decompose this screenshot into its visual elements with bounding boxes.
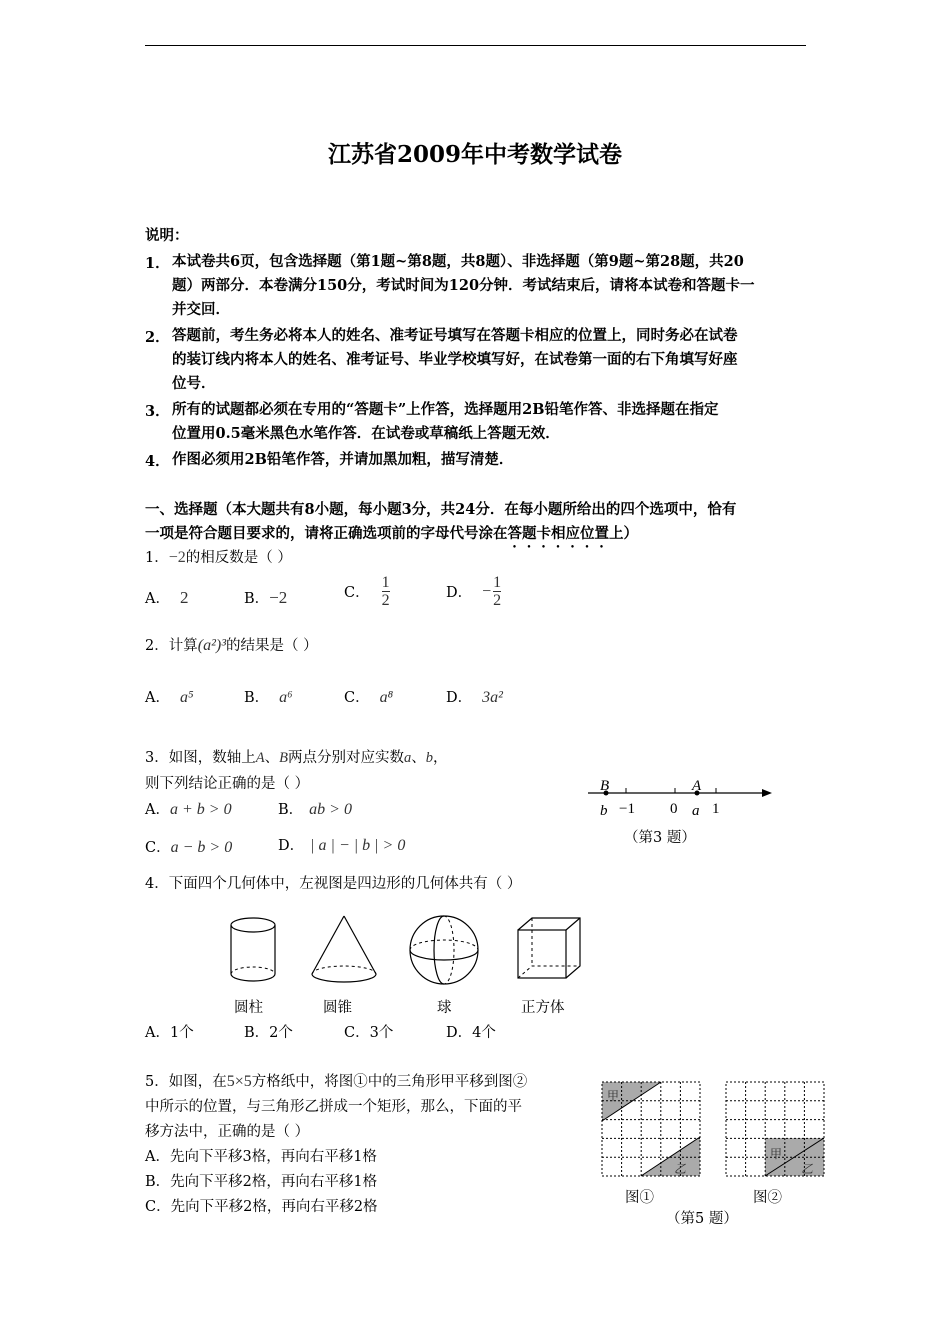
q5-option-a-label: A． — [145, 1149, 170, 1165]
q1-option-d-fraction — [493, 574, 501, 609]
section1-line-2-b: 上） — [609, 525, 638, 542]
q5-option-c[interactable] — [145, 1197, 378, 1217]
label-one: 1 — [712, 801, 720, 817]
q5-option-c-value: 先向下平移2格，再向右平移2格 — [170, 1199, 378, 1215]
instruction-1-line-2: 题）两部分．本卷满分150分，考试时间为120分钟．考试结束后，请将本试卷和答题卡一 — [172, 277, 755, 294]
q2-option-c-value: a⁸ — [379, 689, 394, 706]
q5-option-a[interactable] — [145, 1147, 377, 1167]
q3-point-a: A — [255, 750, 265, 766]
q3-option-a-label: A． — [145, 802, 170, 818]
q3-point-b: B — [279, 750, 288, 766]
q1-stem-math: −2 — [168, 549, 186, 566]
q5-option-a-value: 先向下平移3格，再向右平移1格 — [169, 1149, 377, 1165]
section1-line-2-a: 一项是符合题目要求的，请将正确选项前的字母代号涂在 — [145, 525, 508, 542]
instruction-num-4: 4． — [145, 453, 170, 470]
q5-stem-line-3: 移方法中，正确的是（ ） — [145, 1124, 310, 1140]
q5-stem-line-1-text: 方格纸中，将图①中的三角形甲平移到图② — [251, 1074, 528, 1090]
q3-option-d-label: D． — [278, 838, 305, 854]
instruction-3-line-1: 所有的试题都必须在专用的“答题卡”上作答，选择题用2B铅笔作答、非选择题在指定 — [172, 401, 719, 418]
cone-icon — [312, 916, 376, 982]
label-zero: 0 — [670, 801, 678, 817]
q4-option-d-value: 4个 — [472, 1025, 496, 1041]
q3-option-c[interactable] — [145, 838, 232, 858]
q2-option-b-label: B． — [244, 690, 270, 706]
q1-option-c[interactable] — [344, 574, 390, 609]
q5-stem-line-1 — [145, 1072, 527, 1092]
q1-option-d-label: D． — [446, 585, 473, 601]
q2-option-c[interactable] — [344, 688, 393, 708]
q5-grid-size: 5×5 — [226, 1073, 252, 1090]
label-yi-2: 乙 — [801, 1162, 814, 1176]
instruction-1-line-1: 本试卷共6页，包含选择题（第1题~第8题，共8题）、非选择题（第9题~第28题，共20 — [172, 253, 744, 270]
instructions-heading: 说明： — [145, 227, 189, 244]
q1-option-d-sign: − — [482, 582, 492, 600]
q3-sep-1: 、 — [264, 750, 280, 766]
instruction-num-2: 2． — [145, 329, 170, 346]
instruction-4-line-1: 作图必须用2B铅笔作答，并请加黑加粗，描写清楚． — [172, 451, 514, 468]
instruction-2-line-3: 位号． — [172, 375, 216, 392]
instruction-2-line-1: 答题前，考生务必将本人的姓名、准考证号填写在答题卡相应的位置上，同时务必在试卷 — [172, 327, 738, 344]
q2-option-d-label: D． — [446, 690, 473, 706]
q5-option-c-label: C． — [145, 1199, 171, 1215]
q1-option-b-label: B． — [244, 591, 270, 607]
q1-option-a[interactable] — [145, 588, 188, 609]
shape-label-cone: 圆锥 — [323, 1000, 352, 1016]
q4-option-a[interactable] — [145, 1023, 194, 1043]
q5-grids-figure — [598, 1078, 828, 1182]
q1-stem — [145, 548, 292, 568]
q4-option-a-label: A． — [145, 1025, 170, 1041]
q5-fig1-label: 图① — [625, 1190, 654, 1206]
instruction-1-line-3: 并交回． — [172, 301, 230, 318]
q3-option-d-value: | a | − | b | > 0 — [310, 837, 406, 854]
section1-line-2 — [145, 524, 638, 551]
q4-option-b[interactable] — [244, 1023, 293, 1043]
label-A: A — [692, 778, 702, 794]
q4-solids-figure — [220, 912, 600, 990]
grid-2 — [726, 1082, 824, 1176]
q3-option-a[interactable] — [145, 800, 232, 820]
q1-option-c-label: C． — [344, 585, 370, 601]
q4-option-c[interactable] — [344, 1023, 393, 1043]
q4-stem: 4．下面四个几何体中，左视图是四边形的几何体共有（ ） — [145, 876, 522, 892]
q1-option-d[interactable] — [446, 574, 501, 609]
q3-sep-2: 、 — [411, 750, 426, 766]
label-b: b — [600, 803, 608, 819]
q1-option-c-numerator: 1 — [381, 574, 390, 591]
q1-option-a-value: 2 — [179, 588, 189, 607]
q1-option-b[interactable] — [244, 588, 287, 609]
q3-stem-line-1 — [145, 748, 447, 768]
number-line-arrow-icon — [762, 789, 772, 797]
q1-stem-text: 的相反数是（ ） — [185, 550, 292, 566]
label-jia-1: 甲 — [607, 1089, 620, 1103]
sphere-icon — [410, 916, 478, 984]
q3-stem-end: ， — [432, 750, 448, 766]
label-minus-one: −1 — [619, 801, 635, 817]
q5-number: 5．如图，在 — [145, 1074, 227, 1090]
q1-option-b-value: −2 — [269, 588, 288, 607]
q5-option-b[interactable] — [145, 1172, 377, 1192]
q2-option-a-label: A． — [145, 690, 170, 706]
q1-option-c-denominator: 2 — [381, 592, 390, 609]
q1-number: 1． — [145, 550, 169, 566]
q4-option-b-value: 2个 — [269, 1025, 293, 1041]
q3-option-b-label: B． — [278, 802, 304, 818]
label-yi-1: 乙 — [674, 1162, 687, 1176]
q3-var-b: b — [425, 750, 433, 766]
q2-option-a-value: a⁵ — [179, 689, 194, 706]
q4-option-a-value: 1个 — [169, 1025, 194, 1041]
cube-icon — [518, 918, 580, 978]
q1-option-d-numerator: 1 — [493, 574, 502, 591]
label-a: a — [692, 803, 700, 819]
q3-stem-line-2: 则下列结论正确的是（ ） — [145, 776, 310, 792]
q4-option-d-label: D． — [446, 1025, 473, 1041]
q5-option-b-label: B． — [145, 1174, 171, 1190]
q2-option-b-value: a⁶ — [279, 689, 293, 706]
q4-option-b-label: B． — [244, 1025, 270, 1041]
q3-var-a: a — [403, 750, 412, 766]
shape-label-cylinder: 圆柱 — [234, 1000, 263, 1016]
q3-figure-caption: （第3 题） — [624, 830, 696, 846]
q1-option-a-label: A． — [145, 591, 170, 607]
q2-stem-text: 的结果是（ ） — [225, 638, 318, 654]
section1-line-1: 一、选择题（本大题共有8小题，每小题3分，共24分．在每小题所给出的四个选项中，恰有 — [145, 501, 737, 518]
q3-option-a-value: a + b > 0 — [169, 801, 232, 818]
q2-option-a[interactable] — [145, 688, 194, 708]
q3-number-line-figure — [580, 772, 780, 824]
q3-option-c-label: C． — [145, 840, 171, 856]
q3-option-b[interactable] — [278, 800, 352, 820]
q1-option-c-fraction — [382, 574, 390, 609]
instruction-num-3: 3． — [145, 403, 170, 420]
q5-option-b-value: 先向下平移2格，再向右平移1格 — [170, 1174, 378, 1190]
q2-stem-math: (a²)³ — [197, 637, 226, 654]
shape-label-cube: 正方体 — [521, 1000, 565, 1016]
q5-figure-caption: （第5 题） — [666, 1211, 738, 1227]
instruction-2-line-2: 的装订线内将本人的姓名、准考证号、毕业学校填写好，在试卷第一面的右下角填写好座 — [172, 351, 738, 368]
q2-option-d[interactable] — [446, 688, 503, 708]
header-rule — [145, 45, 806, 46]
q4-option-c-value: 3个 — [369, 1025, 394, 1041]
q2-option-c-label: C． — [344, 690, 370, 706]
q3-option-d[interactable] — [278, 836, 405, 856]
q3-option-c-value: a − b > 0 — [170, 839, 233, 856]
q4-option-c-label: C． — [344, 1025, 370, 1041]
cylinder-icon — [231, 918, 275, 981]
page-title: 江苏省2009年中考数学试卷 — [327, 141, 622, 168]
q3-stem-mid: 两点分别对应实数 — [287, 750, 404, 766]
label-B: B — [600, 778, 610, 794]
label-jia-2: 甲 — [770, 1147, 783, 1161]
q2-option-d-value: 3a² — [482, 689, 503, 706]
q2-number: 2．计算 — [145, 638, 198, 654]
q3-number: 3．如图，数轴上 — [145, 750, 256, 766]
q5-stem-line-2: 中所示的位置，与三角形乙拼成一个矩形，那么，下面的平 — [145, 1099, 522, 1115]
q3-option-b-value: ab > 0 — [309, 801, 352, 818]
instruction-3-line-2: 位置用0.5毫米黑色水笔作答．在试卷或草稿纸上答题无效． — [172, 425, 560, 442]
instruction-num-1: 1． — [145, 255, 170, 272]
q4-option-d[interactable] — [446, 1023, 496, 1043]
q1-option-d-denominator: 2 — [493, 592, 502, 609]
grid-1 — [602, 1082, 700, 1176]
q2-option-b[interactable] — [244, 688, 293, 708]
q5-fig2-label: 图② — [753, 1190, 782, 1206]
shape-label-sphere: 球 — [437, 1000, 452, 1016]
section1-emphasis: 答题卡相应位置 — [507, 525, 609, 542]
q2-stem — [145, 636, 318, 656]
